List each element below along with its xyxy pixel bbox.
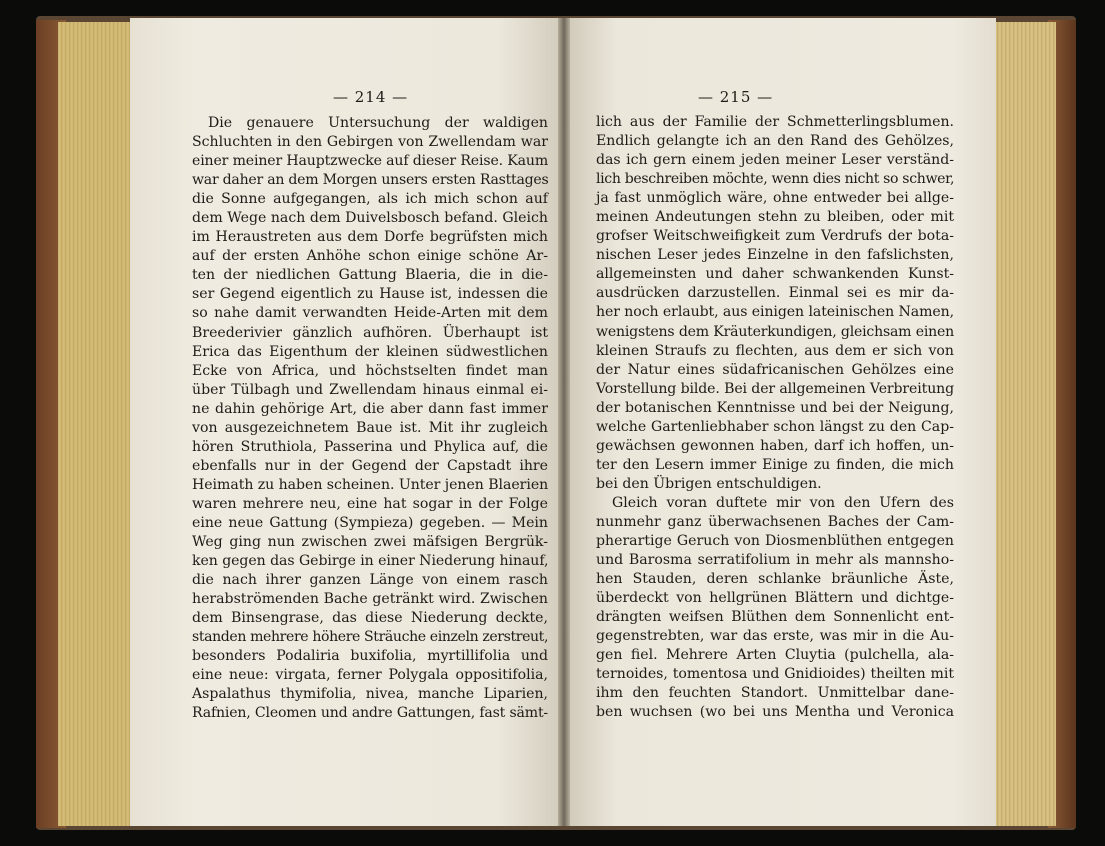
text-line: so nahe damit verwandten Heide-Arten mit dem <box>192 305 548 322</box>
text-line: Erica das Eigenthum der kleinen südwestlichen <box>192 343 548 360</box>
text-line: waren mehrere neu, eine hat sogar in der Folge <box>192 495 548 512</box>
text-line: meinen Andeutungen stehn zu bleiben, oder mit <box>596 209 954 226</box>
text-line: hören Struthiola, Passerina und Phylica auf, die <box>192 438 548 455</box>
text-line: drängten weifsen Blüthen dem Sonnenlicht ent- <box>596 609 954 626</box>
text-line: die Sonne aufgegangen, als ich mich schon auf <box>192 191 548 208</box>
text-line: grofser Weitschweifigkeit zum Verdrufs der bota- <box>596 228 954 245</box>
text-line: Heimath zu haben scheinen. Unter jenen Blaerien <box>192 476 549 493</box>
text-line: von ausgezeichnetem Baue ist. Mit ihr zugleich <box>192 419 548 436</box>
text-line: Schluchten in den Gebirgen von Zwellendam war <box>192 134 548 151</box>
page-number-right: — 215 — <box>698 88 774 106</box>
text-line: nunmehr ganz überwachsenen Baches der Cam- <box>596 513 954 530</box>
text-line: der botanischen Kenntnisse und bei der Neigung, <box>596 399 954 416</box>
left-page-text <box>192 114 548 724</box>
text-line: und Barosma serratifolium in mehr als mannsho- <box>596 552 954 569</box>
text-line: Gleich voran duftete mir von den Ufern des <box>612 494 954 511</box>
text-line: ken gegen das Gebirge in einer Niederung hinauf, <box>192 553 549 570</box>
page-number-left: — 214 — <box>333 88 409 106</box>
text-line: im Heraustreten aus dem Dorfe begrüfsten mich <box>192 229 548 246</box>
text-line: eine neue Gattung (Sympieza) gegeben. — Mein <box>192 514 548 531</box>
text-line: dem Wege nach dem Duivelsbosch befand. Gleich <box>192 210 548 227</box>
text-line: Aspalathus thymifolia, nivea, manche Liparien, <box>192 686 548 703</box>
text-line: der Natur eines südafricanischen Gehölzes eine <box>596 361 954 378</box>
right-page <box>566 18 996 826</box>
text-line: ten der niedlichen Gattung Blaeria, die in die- <box>192 267 548 284</box>
text-line: ter den Lesern immer Einige zu finden, die mich <box>596 456 954 473</box>
text-line: allgemeinsten und daher schwankenden Kunst- <box>596 266 954 283</box>
right-page-text <box>596 113 954 723</box>
text-line: nischen Leser jedes Einzelne in den fafslichsten, <box>596 247 954 264</box>
text-line: hen Stauden, deren schlanke bräunliche Äste, <box>596 571 954 588</box>
text-line: Weg ging nun zwischen zwei mäfsigen Bergrük- <box>192 534 548 551</box>
text-line: ternoides, tomentosa und Gnidioides) theilten mit <box>596 666 954 683</box>
text-line: eine neue: virgata, ferner Polygala oppositifolia, <box>192 667 548 684</box>
text-line: ausdrücken darzustellen. Einmal sei es mir da- <box>596 285 954 302</box>
text-line: dem Binsengrase, das diese Niederung deckte, <box>192 610 548 627</box>
page-edges-left <box>58 22 140 826</box>
text-line: Vorstellung bilde. Bei der allgemeinen Verbreitung <box>596 380 955 397</box>
text-line: Rafnien, Cleomen und andre Gattungen, fast sämt- <box>192 705 548 722</box>
text-line: auf der ersten Anhöhe schon einige schöne Ar- <box>192 248 548 265</box>
text-line: ja fast unmöglich wäre, ohne entweder bei allge- <box>596 190 954 207</box>
book-gutter <box>558 18 570 826</box>
left-page <box>130 18 562 826</box>
text-line: lich aus der Familie der Schmetterlingsblumen. <box>596 114 954 130</box>
text-line: ebenfalls nur in der Gegend der Capstadt ihre <box>192 457 548 474</box>
page-edges-right <box>994 22 1056 826</box>
text-line: ne dahin gehörige Art, die aber dann fast immer <box>192 400 548 417</box>
text-line: ben wuchsen (wo bei uns Mentha und Veronica <box>596 704 954 721</box>
text-line: bei den Übrigen entschuldigen. <box>596 475 822 492</box>
text-line: Die genauere Untersuchung der waldigen <box>208 115 548 131</box>
text-line: Endlich gelangte ich an den Rand des Gehölzes, <box>596 133 954 150</box>
text-line: die nach ihrer ganzen Länge von einem rasch <box>192 572 548 589</box>
text-line: ser Gegend eigentlich zu Hause ist, indessen die <box>192 286 548 303</box>
text-line: gen fiel. Mehrere Arten Cluytia (pulchella, ala- <box>596 647 954 664</box>
text-line: kleinen Straufs zu flechten, aus dem er sich von <box>596 342 954 359</box>
text-line: standen mehrere höhere Sträuche einzeln zerstreut, <box>192 629 549 646</box>
text-line: ihm den feuchten Standort. Unmittelbar dane- <box>596 685 954 702</box>
text-line: besonders Podaliria buxifolia, myrtillifolia und <box>192 648 548 665</box>
text-line: einer meiner Hauptzwecke auf dieser Reise. Kaum <box>192 153 549 170</box>
text-line: welche Gartenliebhaber schon längst zu den Cap- <box>596 418 954 435</box>
text-line: wenigstens dem Kräuterkundigen, gleichsam einen <box>596 323 954 340</box>
text-line: das ich gern einem jeden meiner Leser verständ- <box>596 152 954 169</box>
text-line: war daher an dem Morgen unsers ersten Rasttages <box>192 172 549 189</box>
text-line: her noch erlaubt, aus einigen lateinischen Namen, <box>596 304 955 321</box>
text-line: pherartige Geruch von Diosmenblüthen entgegen <box>596 533 954 550</box>
text-line: lich beschreiben möchte, wenn dies nicht so schwer, <box>596 171 955 188</box>
text-line: Breederivier gänzlich aufhören. Überhaupt ist <box>192 324 548 341</box>
text-line: herabströmenden Bache getränkt wird. Zwischen <box>192 591 548 608</box>
text-line: überdeckt von hellgrünen Blättern und dichtge- <box>596 590 954 607</box>
text-line: Ecke von Africa, und höchstselten findet man <box>192 362 548 379</box>
text-line: gewächsen gewonnen haben, darf ich hoffen, un- <box>596 437 954 454</box>
text-line: über Tülbagh und Zwellendam hinaus einmal ei- <box>192 381 548 398</box>
text-line: gegenstrebten, war das erste, was mir in die Au- <box>596 628 954 645</box>
